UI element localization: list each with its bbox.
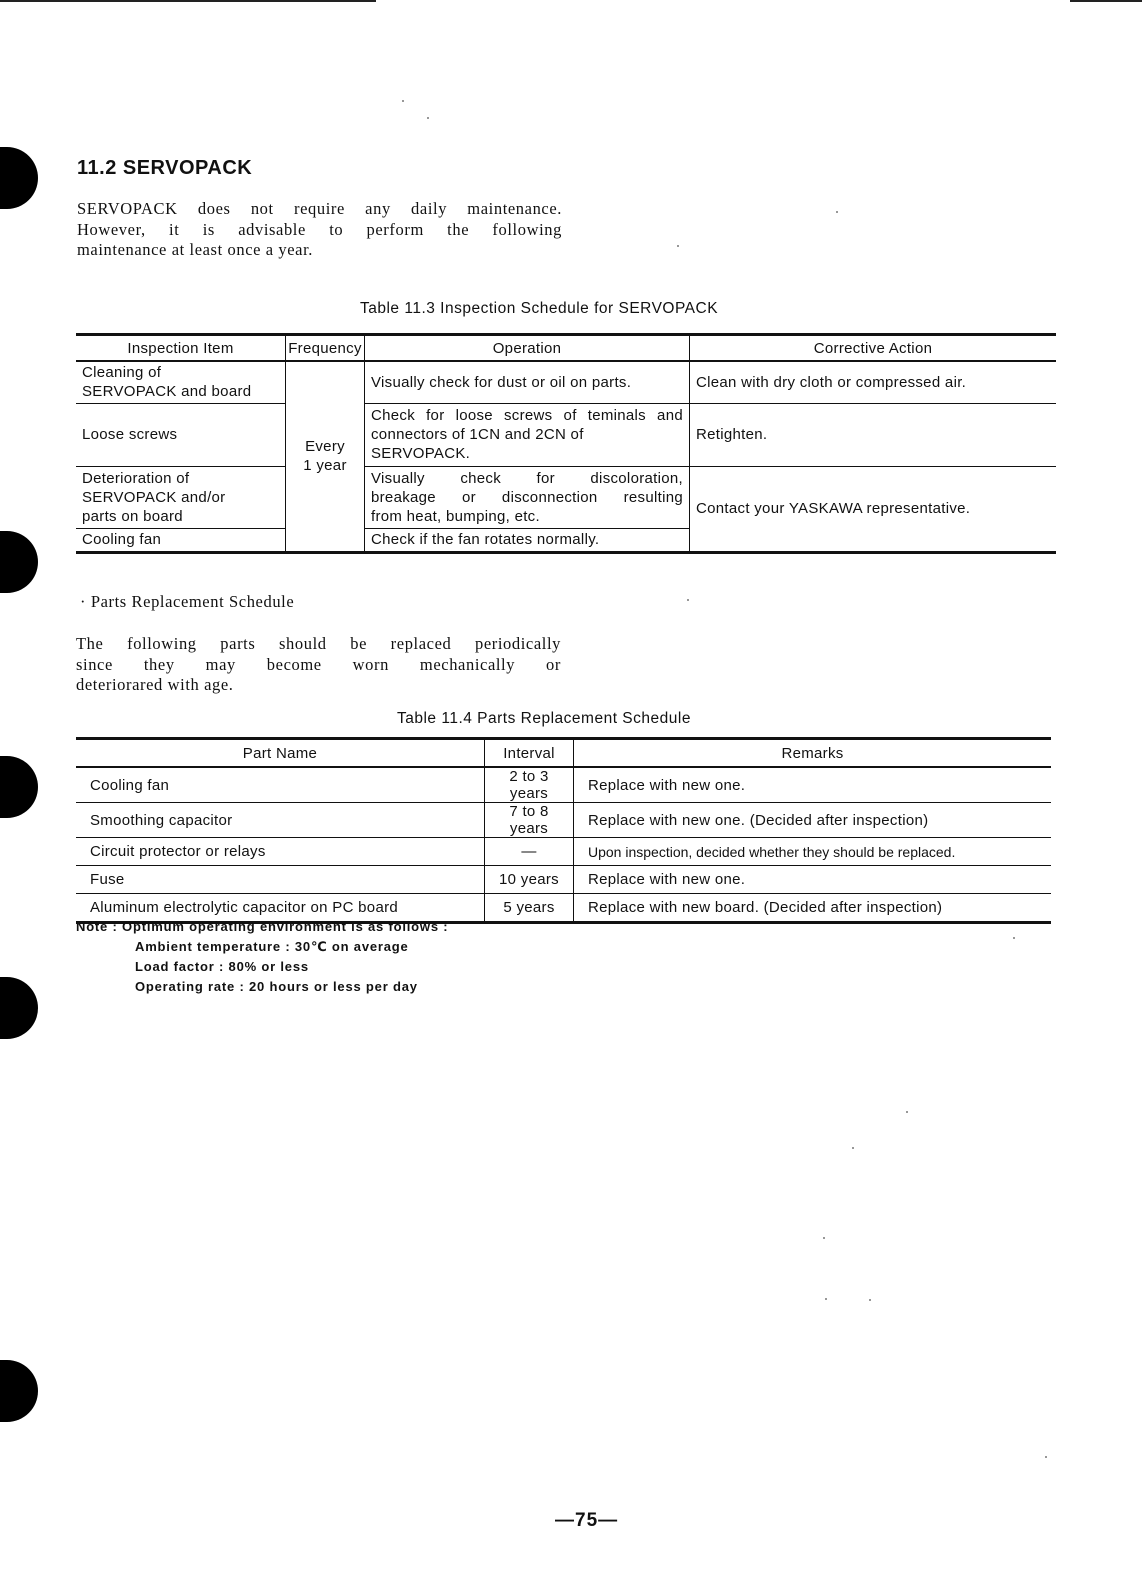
parts-line: The following parts should be replaced periodically	[76, 634, 561, 653]
interval-cell: 10 years	[485, 866, 574, 894]
interval-cell: 2 to 3 years	[485, 767, 574, 803]
top-edge-line	[0, 0, 376, 2]
table-row	[76, 767, 1051, 803]
cell-line: Cleaning of	[82, 364, 162, 382]
binder-hole	[0, 147, 38, 209]
cell-line: Visually check for discoloration,	[371, 469, 683, 487]
column-header: Remarks	[574, 739, 1052, 768]
inspection-item-cell	[76, 403, 286, 466]
scan-speck	[687, 599, 689, 601]
remarks-cell: Replace with new one.	[588, 776, 746, 794]
cell-line: SERVOPACK.	[371, 445, 471, 462]
part-name-cell: Aluminum electrolytic capacitor on PC board	[76, 894, 485, 923]
interval-cell: —	[485, 838, 574, 866]
operation-cell	[365, 361, 690, 403]
operation-cell	[365, 466, 690, 528]
column-header: Interval	[485, 739, 574, 768]
table-row	[76, 361, 1056, 403]
parts-replacement-table	[76, 737, 1051, 924]
cell-line: breakage or disconnection resulting	[371, 488, 683, 506]
table-row	[76, 866, 1051, 894]
binder-hole	[0, 531, 38, 593]
scan-speck	[402, 100, 404, 102]
table-row	[76, 403, 1056, 466]
cell-line: connectors of 1CN and 2CN of	[371, 426, 584, 443]
action-cell: Retighten.	[690, 403, 1057, 466]
remarks-cell: Upon inspection, decided whether they should be replaced.	[574, 838, 1052, 866]
cell-line: Loose screws	[82, 426, 178, 443]
operation-cell	[365, 528, 690, 552]
table-caption: Table 11.4 Parts Replacement Schedule	[397, 710, 691, 727]
cell-line: Every	[305, 438, 345, 456]
page-number: —75—	[555, 1510, 619, 1531]
inspection-item-cell	[76, 528, 286, 552]
section-heading: 11.2 SERVOPACK	[77, 157, 253, 179]
scan-speck	[869, 1299, 871, 1301]
intro-line: However, it is advisable to perform the following	[77, 219, 562, 239]
cell-line: Cooling fan	[82, 531, 162, 548]
operation-cell	[365, 403, 690, 466]
table-row	[76, 466, 1056, 528]
remarks-cell: Replace with new one.	[574, 866, 1052, 894]
cell-line: Visually check for dust or oil on parts.	[371, 373, 632, 391]
top-edge-line	[1070, 0, 1142, 2]
note-item: Ambient temperature : 30℃ on average	[135, 939, 409, 954]
part-name-cell: Cooling fan	[90, 776, 170, 794]
table-row	[76, 803, 1051, 838]
note-item: Load factor : 80% or less	[135, 959, 309, 974]
frequency-cell	[286, 361, 365, 552]
scan-speck	[427, 117, 429, 119]
cell-line: 1 year	[303, 457, 347, 475]
binder-hole	[0, 977, 38, 1039]
inspection-item-cell	[76, 361, 286, 403]
intro-line: SERVOPACK does not require any daily maintenance.	[77, 199, 562, 218]
column-header: Inspection Item	[76, 335, 286, 362]
parts-schedule-bullet: · Parts Replacement Schedule	[80, 592, 295, 611]
remarks-cell: Replace with new board. (Decided after inspection)	[574, 894, 1052, 923]
environment-note	[76, 917, 448, 997]
interval-cell: 7 to 8 years	[485, 803, 574, 838]
scan-speck	[906, 1111, 908, 1113]
action-cell: Clean with dry cloth or compressed air.	[696, 373, 967, 391]
table-header-row	[76, 739, 1051, 768]
cell-line: Deterioration of	[82, 469, 190, 487]
remarks-cell: Replace with new one. (Decided after inspection)	[574, 803, 1052, 838]
scan-speck	[852, 1147, 854, 1149]
parts-line: deteriorared with age.	[76, 675, 234, 694]
inspection-schedule-table	[76, 333, 1056, 554]
column-header: Part Name	[76, 739, 485, 768]
binder-hole	[0, 756, 38, 818]
part-name-cell: Circuit protector or relays	[76, 838, 485, 866]
interval-cell: 5 years	[485, 894, 574, 923]
cell-line: Check for loose screws of teminals and	[371, 407, 683, 424]
cell-line: from heat, bumping, etc.	[371, 507, 540, 525]
scan-speck	[823, 1237, 825, 1239]
note-item: Operating rate : 20 hours or less per day	[135, 979, 418, 994]
action-cell: Contact your YASKAWA representative.	[690, 466, 1057, 552]
cell-line: Check if the fan rotates normally.	[371, 531, 600, 548]
cell-line: parts on board	[82, 507, 183, 525]
column-header: Operation	[365, 335, 690, 362]
column-header: Corrective Action	[690, 335, 1057, 362]
intro-line: maintenance at least once a year.	[77, 240, 314, 259]
part-name-cell: Smoothing capacitor	[76, 803, 485, 838]
cell-line: SERVOPACK and/or	[82, 488, 226, 506]
scan-speck	[836, 211, 838, 213]
binder-hole	[0, 1360, 38, 1422]
scan-speck	[1045, 1456, 1047, 1458]
part-name-cell: Fuse	[76, 866, 485, 894]
column-header: Frequency	[286, 335, 365, 362]
intro-paragraph	[77, 199, 562, 261]
note-label: Note : Optimum operating environment is as follows :	[76, 919, 449, 934]
cell-line: SERVOPACK and board	[82, 383, 252, 401]
parts-paragraph	[76, 634, 561, 696]
table-row	[76, 838, 1051, 866]
table-header-row	[76, 335, 1056, 362]
table-caption: Table 11.3 Inspection Schedule for SERVOPACK	[360, 300, 719, 317]
scan-speck	[677, 245, 679, 247]
scan-speck	[825, 1298, 827, 1300]
inspection-item-cell	[76, 466, 286, 528]
scan-speck	[1013, 937, 1015, 939]
parts-line: since they may become worn mechanically or	[76, 654, 561, 674]
